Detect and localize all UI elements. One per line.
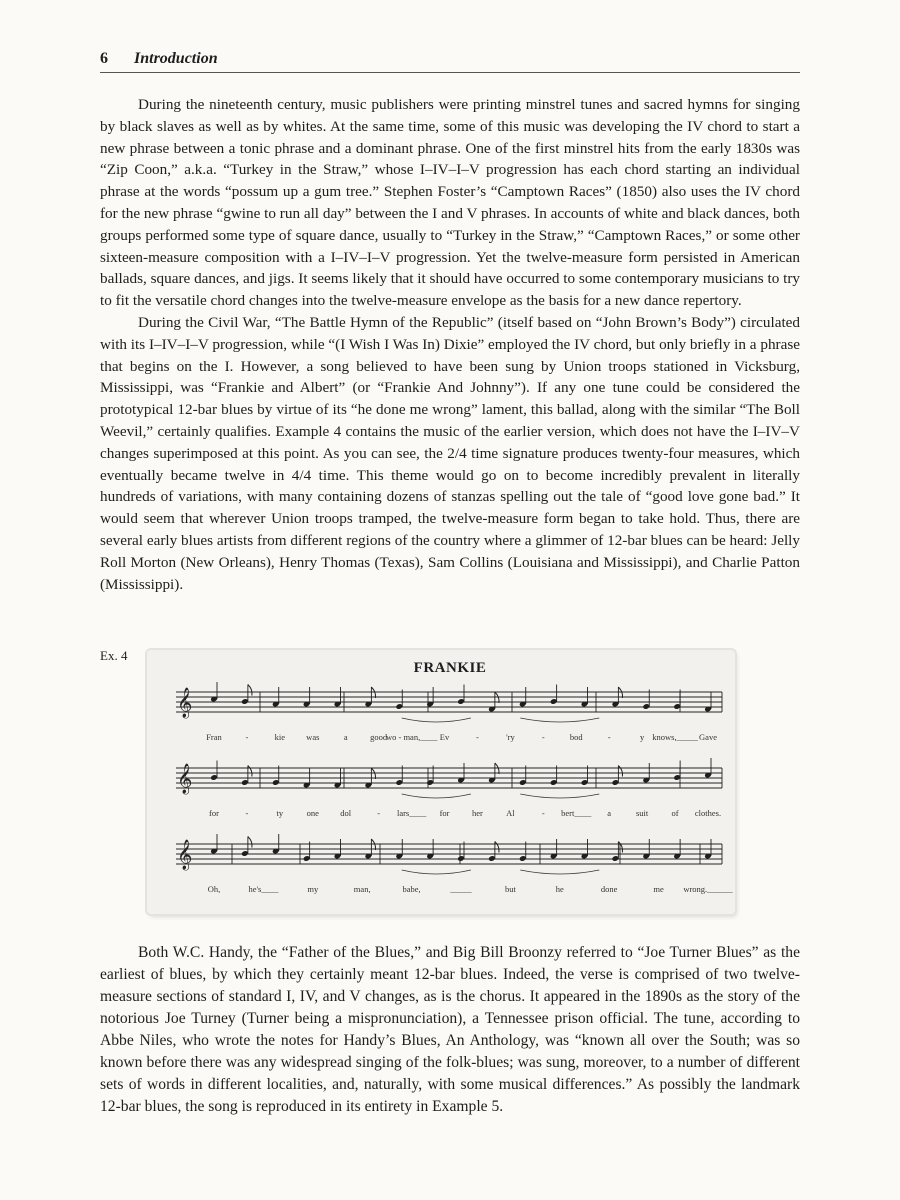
paragraph-2-text: During the Civil War, “The Battle Hymn of the Republic” (itself based on “John Brown’s Body”) circulated with its I–IV–I–V progression, while “(I Wish I Was In) Dixie” employed the IV chord, but only briefly in a phrase that begins on the I. However, a song believed to have been sung by Union troops stationed in Vicksburg, Mississippi, was “Frankie and Albert” (or “Frankie And Johnny”). If any one tune could be considered the prototypical 12-bar blues by virtue of its “he done me wrong” lament, this ballad, along with the similar “The Boll Weevil,” certainly qualifies. Example 4 contains the music of the earlier version, which does not have the I–IV–V changes superimposed at this point. As you can see, the 2/4 time signature produces twenty-four measures, which eventually became twelve in 4/4 time. This theme would go on to become incredibly prevalent in literally hundreds of variations, with many containing dozens of stanzas spelling out the tale of “good love gone bad.” It would seem that wherever Union troops tramped, the twelve-measure form began to take hold. Thus, there are several early blues artists from different regions of the country where a glimmer of 12-bar blues can be heard: Jelly Roll Morton (New Orleans), Henry Thomas (Texas), Sam Collins (Louisiana and Mississippi), and Charlie Patton (Mississippi). — [100, 314, 800, 593]
lyric-syllable: one — [306, 808, 319, 818]
lyric-syllable: - — [541, 732, 545, 742]
note — [272, 766, 280, 786]
lyric-syllable: clothes. — [694, 808, 722, 818]
tie — [402, 718, 471, 722]
lyric-syllable: a — [343, 732, 348, 742]
lyric-syllable: Ev — [439, 732, 450, 742]
tie — [402, 870, 471, 874]
lyric-syllable: _____ — [450, 884, 472, 894]
lyric-syllable: my — [307, 884, 319, 894]
treble-clef-icon: 𝄞 — [177, 688, 193, 718]
lyric-syllable: - — [607, 732, 611, 742]
note — [210, 761, 218, 781]
lyric-syllable: - — [476, 732, 479, 742]
lyric-syllable: Gave — [699, 732, 717, 742]
lyric-syllable: - — [377, 808, 381, 818]
tie — [520, 794, 599, 798]
note — [395, 690, 403, 710]
tie — [520, 718, 599, 722]
lyric-syllable: babe, — [402, 884, 421, 894]
page-number: 6 — [100, 50, 108, 67]
note — [642, 690, 650, 710]
note — [457, 685, 465, 705]
lyric-syllable: wrong.______ — [683, 884, 733, 894]
staff-3 — [176, 839, 722, 871]
lyric-syllable: - — [245, 808, 249, 818]
lyric-syllable: y — [640, 732, 645, 742]
lyric-syllable: kie — [274, 732, 286, 742]
running-title: Introduction — [134, 50, 218, 67]
treble-clef-icon: 𝄞 — [177, 840, 193, 870]
lyric-syllable: was — [306, 732, 320, 742]
lyric-syllable: bod — [569, 732, 583, 742]
lyric-syllable: knows,_____ — [652, 732, 698, 742]
lyric-syllable: - — [541, 808, 545, 818]
lyric-syllable: Oh, — [207, 884, 221, 894]
note — [457, 842, 465, 862]
lyric-syllable: her — [472, 808, 483, 818]
note — [581, 766, 589, 786]
music-example-title: FRANKIE — [413, 660, 487, 676]
note — [550, 766, 558, 786]
note — [673, 690, 681, 710]
note — [550, 685, 558, 705]
staff-2 — [176, 763, 722, 795]
lyric-syllable: bert____ — [561, 808, 592, 818]
note — [519, 842, 527, 862]
lyric-syllable: good — [370, 732, 388, 742]
example-label: Ex. 4 — [100, 648, 128, 663]
lyric-syllable: he — [555, 884, 564, 894]
lyric-syllable: ty — [276, 808, 284, 818]
note — [673, 761, 681, 781]
tie — [402, 794, 471, 798]
lyric-syllable: done — [600, 884, 618, 894]
note — [303, 842, 311, 862]
lyric-syllable: man, — [353, 884, 371, 894]
staff-1 — [176, 687, 722, 719]
tie — [520, 870, 599, 874]
lyric-syllable: he's____ — [248, 884, 279, 894]
lyric-syllable: lars____ — [396, 808, 427, 818]
lyric-syllable: - — [245, 732, 249, 742]
lyric-syllable: Al — [506, 808, 515, 818]
lyric-syllable: for — [439, 808, 450, 818]
treble-clef-icon: 𝄞 — [177, 764, 193, 794]
lyric-syllable: 'ry — [506, 732, 515, 742]
note — [426, 766, 434, 786]
paragraph-3 — [100, 942, 800, 1118]
lyric-syllable: Fran — [206, 732, 222, 742]
note — [519, 766, 527, 786]
lyric-syllable: a — [607, 808, 612, 818]
lyric-syllable: suit — [635, 808, 649, 818]
lyric-syllable: wo - man,____ — [385, 732, 438, 742]
paragraph-3-text: Both W.C. Handy, the “Father of the Blues,” and Big Bill Broonzy referred to “Joe Turner Blues” as the earliest of blues, by which they certainly meant 12-bar blues. Indeed, the verse is comprised of two twelve-measure sections of standard I, IV, and V changes, as is the chorus. It appeared in the 1890s as the story of the notorious Joe Turney (Turner being a mispronunciation), a Tennessee prison official. The tune, according to Abbe Niles, who wrote the notes for Handy’s Blues, An Anthology, was “known all over the South; was so known before there was any widespread singing of the folk-blues; was sung, moreover, to a number of different sets of words in different localities, and, naturally, with some musical differences.” As possibly the landmark 12-bar blues, the song is reproduced in its entirety in Example 5. — [100, 944, 800, 1115]
lyric-syllable: of — [671, 808, 679, 818]
paragraph-1-text: During the nineteenth century, music publishers were printing minstrel tunes and sacred hymns for singing by black slaves as well as by whites. At the same time, some of this music was developing the IV chord to start a new phrase between a tonic phrase and a dominant phrase. One of the first minstrel hits from the early 1830s was “Zip Coon,” a.k.a. “Turkey in the Straw,” whose I–IV–I–V progression has each chord starting an individual phrase at the words “possum up a gum tree.” Stephen Foster’s “Camptown Races” (1850) also uses the IV chord for the new phrase “gwine to run all day” between the I and V phrases. In accounts of white and black dances, both groups performed some type of square dance, usually to “Turkey in the Straw,” “Camptown Races,” or some other sixteen-measure composition with a I–IV–I–V progression. Yet the twelve-measure form persisted in American ballads, square dances, and jigs. It seems likely that it should have occurred to some contemporary musicians to try to fit the versatile chord changes into the twelve-measure envelope as the basis for a new dance repertory. — [100, 96, 800, 310]
lyric-syllable: me — [653, 884, 664, 894]
lyric-syllable: for — [209, 808, 219, 818]
lyric-syllable: but — [504, 884, 516, 894]
lyric-syllable: dol — [340, 808, 352, 818]
note — [395, 766, 403, 786]
